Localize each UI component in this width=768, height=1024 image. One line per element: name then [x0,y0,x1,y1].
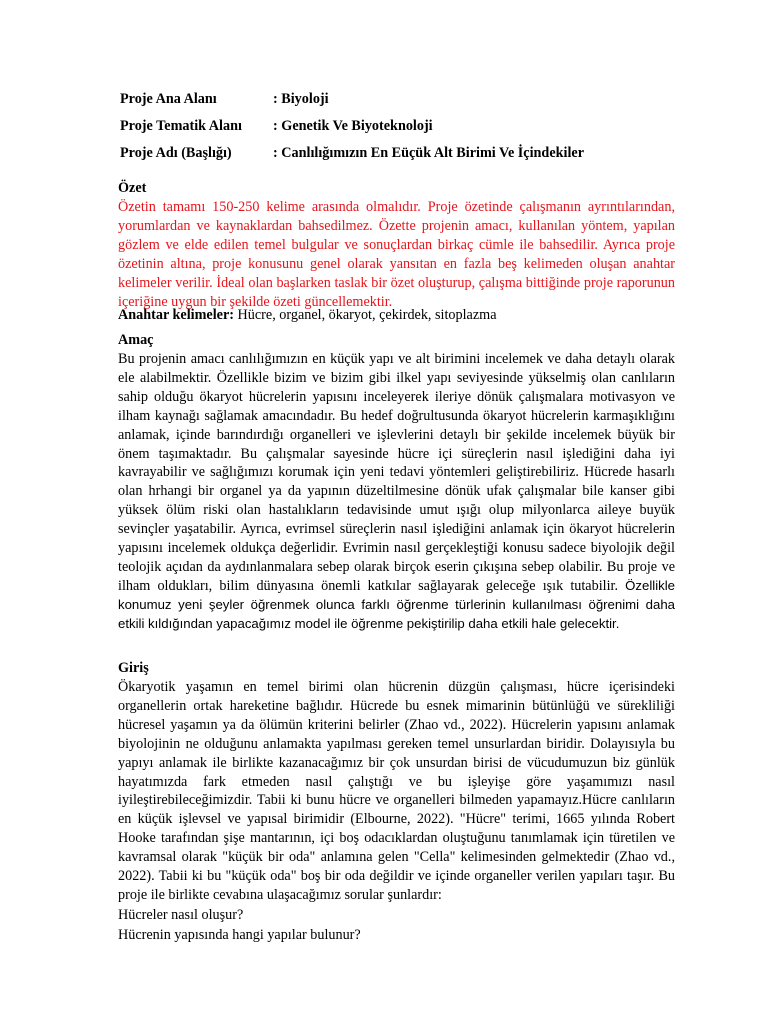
keywords-line [118,305,675,325]
meta-value: : Canlılığımızın En Eüçük Alt Birimi Ve İçindekiler [273,140,584,167]
question-item: Hücreler nasıl oluşur? [118,906,244,923]
amac-heading: Amaç [118,332,154,348]
amac-text-sans: Özellikle konumuz yeni şeyler öğrenmek olunca farklı öğrenme türlerinin kullanılması öğrenimi daha etkili kıldığından yapacağımız model ile öğrenme pekiştirilip daha etkili hale gelecektir. [118,577,675,631]
meta-value: : Genetik Ve Biyoteknoloji [273,113,433,140]
giris-heading: Giriş [118,660,149,676]
meta-label: Proje Tematik Alanı [120,118,242,134]
keywords-label: Anahtar kelimeler: [118,307,234,323]
giris-section [118,658,675,945]
project-meta [120,86,584,167]
meta-label: Proje Ana Alanı [120,91,217,107]
amac-text: Bu projenin amacı canlılığımızın en küçük yapı ve alt birimini incelemek ve daha detaylı olarak ele alabilmektir. Özellikle bizim ve bizim gibi ilkel yapı seviyesinde yükselmiş olan canlıların sahip olduğu ökaryot hücrelerin yapısını inceleyerek ileriye dönük çalışmalara motivasyon ve ilham kaynağı sağlamak amacındadır. Bu hedef doğrultusunda ökaryot hücrelerin karmaşıklığını anlamak, içinde barındırdığı organelleri ve işlevlerini detaylı bir şekilde incelemek büyük bir önem taşımaktadır. Bu çalışmalar sayesinde hücre içi süreçlerin nasıl işlediğini daha iyi kavrayabilir ve sağlığımızı korumak için yeni tedavi yöntemleri geliştirebiliriz. Hücrede hasarlı olan hrhangi bir organel ya da yapının düzeltilmesine dönük ufak çalışmalar bile kanser gibi yüksek ölüm riski olan hastalıkların tedavisinde umut ışığı olup milyonlarca aileye buyük sevinçler yaşatabilir. Ayrıca, evrimsel süreçlerin nasıl işlediğini anlamak için ökaryot hücrelerin yapısını incelemek oldukça değerlidir. Evrimin nasıl gerçekleştiği konusu sadece biyolojik değil teolojik açıdan da aydınlanmalara sebep olarak birçok eserin çıkışına sebep olabilir. Bu proje ve ilham oldukları, bilim dünyasına önemli katkılar sağlayarak geleceğe ışık tutabilir. [118,351,675,594]
keywords-value: Hücre, organel, ökaryot, çekirdek, sitoplazma [237,307,497,323]
ozet-text: Özetin tamamı 150-250 kelime arasında olmalıdır. Proje özetinde çalışmanın ayrıntılarından, yorumlardan ve kaynaklardan bahsedilmez. Özette projenin amacı, kullanılan yöntem, yapılan gözlem ve elde edilen temel bulgular ve sonuçlardan birkaç cümle ile bahsedilir. Ayrıca proje özetinin altına, proje konusunu genel olarak yansıtan en fazla beş kelimeden oluşan anahtar kelimeler verilir. İdeal olan başlarken taslak bir özet oluşturup, çalışma bittiğinde proje raporunun içeriğine uygun bir şekilde özeti güncellemektir. [118,199,675,310]
meta-row-project-name [120,140,584,167]
giris-text: Ökaryotik yaşamın en temel birimi olan hücrenin düzgün çalışması, hücre içerisindeki organellerin ortak hareketine bağlıdır. Hücrede bu esnek mimarinin bütünlüğü ve sürekliliği hücresel yaşamın ya da ölümün kriterini belirler (Zhao vd., 2022). Hücrelerin yapısını anlamak biyolojinin ne olduğunu anlamakta yapılması gereken temel unsurlardan biridir. Dolayısıyla bu yapıyı anlamak ile birlikte kazanacağımız bir çok unsurdan birisi de vücudumuzun biz günlük hayatımızda fark etmeden nasıl çalıştığı ve bu işleyişe göre yaşamımızı nasıl iyileştirebileceğimizdir. Tabii ki bunu hücre ve organelleri bilmeden yapamayız.Hücre canlıların en küçük işlevsel ve yapısal birimidir (Elbourne, 2022). "Hücre" terimi, 1665 yılında Robert Hooke tarafından şişe mantarının, içi boş odacıklardan oluştuğunu tanımlamak için türetilen ve kavramsal olarak "küçük bir oda" anlamına gelen "Cella" kelimesinden gelmektedir (Zhao vd., 2022). Tabii ki bu "küçük oda" boş bir oda değildir ve içinde organeller verilen yapıları taşır. Bu proje ile birlikte cevabına ulaşacağımız sorular şunlardır: [118,679,675,903]
meta-value: : Biyoloji [273,86,329,113]
ozet-heading: Özet [118,180,147,196]
ozet-section [118,178,675,311]
meta-row-thematic-field [120,113,584,140]
question-item: Hücrenin yapısında hangi yapılar bulunur? [118,926,361,943]
meta-row-main-field [120,86,584,113]
amac-section [118,330,675,634]
meta-label: Proje Adı (Başlığı) [120,145,232,161]
